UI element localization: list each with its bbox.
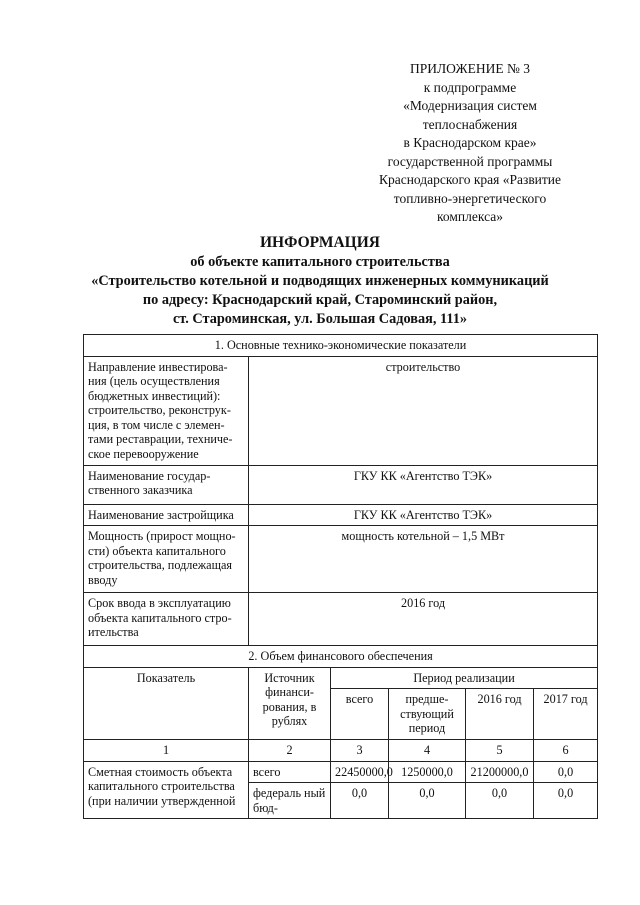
document-title: ИНФОРМАЦИЯ [260, 234, 380, 251]
appendix-line: государственной программы [387, 153, 553, 169]
table-row [84, 356, 598, 465]
header-previous: предше-ствующий период [389, 689, 466, 740]
row-value: ГКУ КК «Агентство ТЭК» [249, 465, 598, 504]
header-row [84, 667, 598, 689]
row-total: 22450000,0 [331, 761, 389, 783]
appendix-line: «Модернизация систем [403, 98, 537, 113]
section-2-title: 2. Объем финансового обеспечения [84, 646, 598, 668]
row-label: Срок ввода в эксплуатацию объекта капитального стро-ительства [84, 593, 249, 646]
row-2016: 0,0 [466, 783, 534, 819]
header-indicator: Показатель [84, 667, 249, 740]
header-total: всего [331, 689, 389, 740]
row-value: мощность котельной – 1,5 МВт [249, 526, 598, 593]
appendix-line: топливно-энергетического [393, 190, 547, 206]
header-source: Источник финанси-рования, в рублях [249, 667, 331, 740]
table-row [84, 526, 598, 593]
column-number: 3 [331, 740, 389, 762]
row-value: 2016 год [249, 593, 598, 646]
row-value: ГКУ КК «Агентство ТЭК» [249, 504, 598, 526]
heading-line: ст. Староминская, ул. Большая Садовая, 111» [172, 311, 468, 327]
row-2017: 0,0 [534, 761, 598, 783]
heading-line: об объекте капитального строительства [190, 254, 450, 270]
row-label: Наименование застройщика [84, 504, 249, 526]
info-table [83, 334, 598, 819]
row-total: 0,0 [331, 783, 389, 819]
row-source: федераль ный бюд- [249, 783, 331, 819]
appendix-line: в Краснодарском крае» [403, 135, 537, 150]
column-number: 1 [84, 740, 249, 762]
row-value: строительство [249, 356, 598, 465]
appendix-line: комплекса» [437, 209, 503, 224]
row-previous: 0,0 [389, 783, 466, 819]
row-label: Направление инвестирова-ния (цель осуществления бюджетных инвестиций): строительство, реконструк-ция, в том числе с элемен-тами реставрации, техниче-ское перевооружение [84, 356, 249, 465]
column-number-row [84, 740, 598, 762]
appendix-line: ПРИЛОЖЕНИЕ № 3 [409, 61, 531, 76]
header-2017: 2017 год [534, 689, 598, 740]
appendix-line: Краснодарского края «Развитие [378, 172, 562, 187]
row-indicator: Сметная стоимость объекта капитального строительства (при наличии утвержденной [84, 761, 249, 819]
appendix-block [352, 60, 588, 227]
row-label: Наименование государ-ственного заказчика [84, 465, 249, 504]
column-number: 2 [249, 740, 331, 762]
document-heading [60, 232, 580, 329]
row-2016: 21200000,0 [466, 761, 534, 783]
table-row [84, 761, 598, 783]
column-number: 4 [389, 740, 466, 762]
row-previous: 1250000,0 [389, 761, 466, 783]
table-row [84, 504, 598, 526]
header-2016: 2016 год [466, 689, 534, 740]
heading-line: «Строительство котельной и подводящих инженерных коммуникаций [91, 273, 549, 289]
row-2017: 0,0 [534, 783, 598, 819]
table-row [84, 593, 598, 646]
header-period: Период реализации [331, 667, 598, 689]
appendix-line: к подпрограмме [423, 79, 517, 95]
column-number: 6 [534, 740, 598, 762]
appendix-line: теплоснабжения [422, 116, 518, 132]
row-source: всего [249, 761, 331, 783]
table-row [84, 465, 598, 504]
section-1-title: 1. Основные технико-экономические показатели [84, 335, 598, 357]
column-number: 5 [466, 740, 534, 762]
heading-line: по адресу: Краснодарский край, Староминский район, [142, 292, 498, 308]
row-label: Мощность (прирост мощно-сти) объекта капитального строительства, подлежащая вводу [84, 526, 249, 593]
